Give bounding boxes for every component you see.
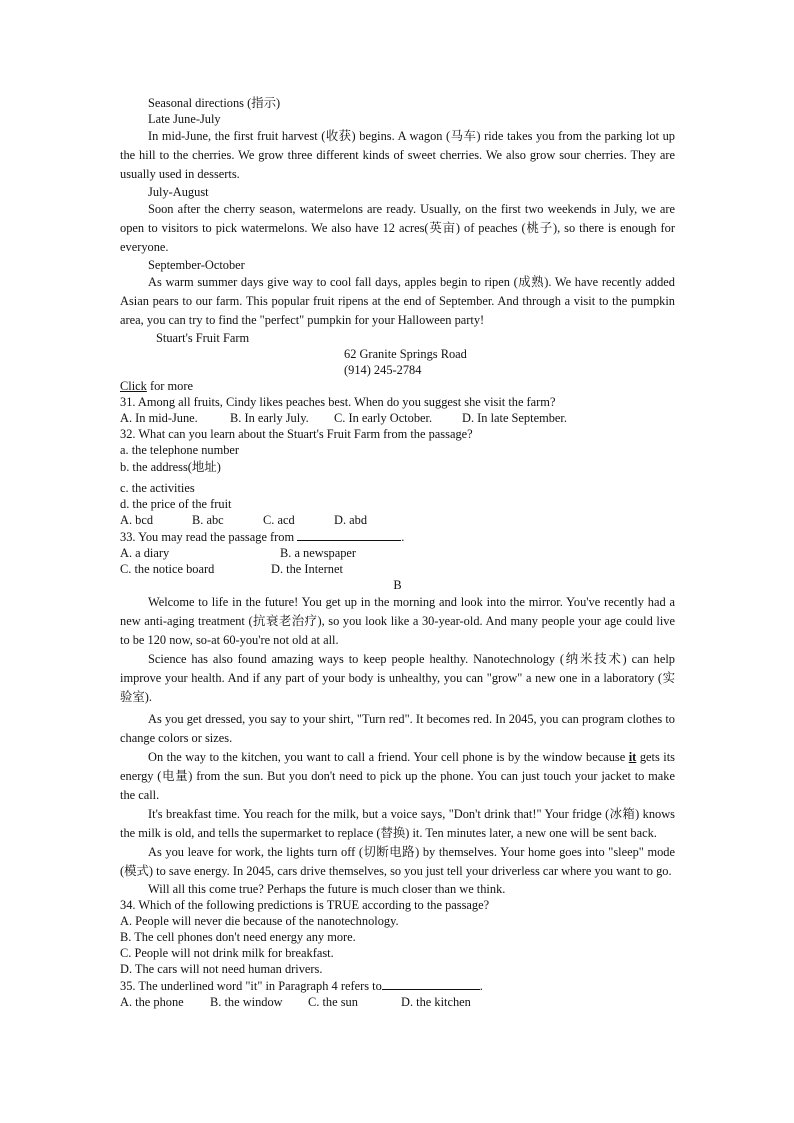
section-heading-july-august: July-August: [148, 185, 209, 199]
p4-after: gets its energy (电量) from the sun. But you don't need to pick up the phone. You can just touch your jacket to make the call.: [120, 750, 676, 802]
option: D. the kitchen: [401, 995, 471, 1009]
q34-option: B. The cell phones don't need energy any more.: [120, 930, 356, 944]
passage-b-paragraph-7: Will all this come true? Perhaps the future is much closer than we think.: [148, 882, 506, 896]
farm-phone: (914) 245-2784: [344, 363, 422, 377]
section-text-july-august: Soon after the cherry season, watermelons are ready. Usually, on the first two weekends in July, we are open to visitors to pick watermelons. We also have 12 acres(英亩) of peaches (桃子), so there is enough for everyone.: [120, 202, 675, 254]
q32-item: c. the activities: [120, 481, 195, 495]
option: A. the phone: [120, 995, 184, 1009]
option: B. a newspaper: [280, 546, 357, 560]
question-31-options: [120, 410, 675, 426]
question-34: 34. Which of the following predictions is TRUE according to the passage?: [120, 898, 490, 912]
passage-b-paragraph-2: Science has also found amazing ways to keep people healthy. Nanotechnology (纳米技术) can help improve your health. And if any part of your body is unhealthy, you can "grow" a new one in a laboratory (实验室).: [120, 652, 675, 704]
question-33-options-row-1: [120, 545, 675, 561]
question-32: 32. What can you learn about the Stuart's Fruit Farm from the passage?: [120, 427, 473, 441]
q32-item: b. the address(地址): [120, 460, 221, 474]
option: A. In mid-June.: [120, 411, 198, 425]
option: A. bcd: [120, 513, 154, 527]
question-35-options: [120, 994, 675, 1010]
option: D. the Internet: [271, 562, 343, 576]
answer-blank: [297, 528, 401, 541]
question-33-text: 33. You may read the passage from: [120, 530, 295, 544]
farm-name: Stuart's Fruit Farm: [156, 331, 250, 345]
passage-b-paragraph-6: As you leave for work, the lights turn off (切断电路) by themselves. Your home goes into "sleep" mode (模式) to save energy. In 2045, cars drive themselves, so you just tell your driverless car where you want to go.: [120, 845, 675, 878]
click-link[interactable]: Click: [120, 379, 147, 393]
q32-item: a. the telephone number: [120, 443, 240, 457]
option: C. In early October.: [334, 411, 433, 425]
section-heading-late-june-july: Late June-July: [148, 112, 221, 126]
option: B. In early July.: [230, 411, 309, 425]
question-33-end: .: [401, 530, 405, 544]
section-text-september-october: As warm summer days give way to cool fall days, apples begin to ripen (成熟). We have recently added Asian pears to our farm. This popular fruit ripens at the end of September. And through a visit to the pumpkin area, you can try to find the "perfect" pumpkin for your Halloween party!: [120, 275, 675, 327]
passage-b-paragraph-1: Welcome to life in the future! You get up in the morning and look into the mirror. You've recently had a new anti-aging treatment (抗衰老治疗), so you look like a 30-year-old. And many people your age could live to be 120 now, so-at 60-you're not old at all.: [120, 595, 675, 647]
q34-option: A. People will never die because of the nanotechnology.: [120, 914, 399, 928]
section-heading-september-october: September-October: [148, 258, 245, 272]
question-35-text: 35. The underlined word "it" in Paragraph 4 refers to: [120, 979, 382, 993]
question-35: [120, 977, 675, 994]
option: A. a diary: [120, 546, 170, 560]
question-31: 31. Among all fruits, Cindy likes peaches best. When do you suggest she visit the farm?: [120, 395, 556, 409]
underlined-it: it: [628, 750, 637, 764]
passage-b-paragraph-3: As you get dressed, you say to your shirt, "Turn red". It becomes red. In 2045, you can program clothes to change colors or sizes.: [120, 712, 675, 745]
option: D. abd: [334, 513, 368, 527]
question-33-options-row-2: [120, 561, 675, 577]
passage-b-label: B: [393, 578, 402, 592]
question-32-options: [120, 512, 675, 528]
exam-page: [120, 95, 675, 1010]
answer-blank: [382, 977, 480, 990]
q34-option: D. The cars will not need human drivers.: [120, 962, 323, 976]
q34-option: C. People will not drink milk for breakfast.: [120, 946, 334, 960]
option: D. In late September.: [462, 411, 567, 425]
option: B. abc: [192, 513, 224, 527]
section-text-late-june-july: In mid-June, the first fruit harvest (收获) begins. A wagon (马车) ride takes you from the parking lot up the hill to the cherries. We grow three different kinds of sweet cherries. We also grow sour cherries. They are usually used in desserts.: [120, 129, 675, 181]
p4-before: On the way to the kitchen, you want to call a friend. Your cell phone is by the window because: [148, 750, 629, 764]
option: C. the notice board: [120, 562, 215, 576]
option: C. the sun: [308, 995, 358, 1009]
passage-b-paragraph-4: [120, 748, 675, 805]
passage-title: Seasonal directions (指示): [148, 96, 281, 110]
click-rest: for more: [146, 379, 193, 393]
question-33: [120, 528, 675, 545]
question-35-end: .: [479, 979, 483, 993]
farm-address: 62 Granite Springs Road: [344, 347, 467, 361]
passage-b-paragraph-5: It's breakfast time. You reach for the milk, but a voice says, "Don't drink that!" Your fridge (冰箱) knows the milk is old, and tells the supermarket to replace (替换) it. Ten minutes later, a new one will be sent back.: [120, 807, 675, 840]
click-for-more: [120, 378, 675, 394]
option: C. acd: [263, 513, 295, 527]
option: B. the window: [210, 995, 283, 1009]
q32-item: d. the price of the fruit: [120, 497, 232, 511]
